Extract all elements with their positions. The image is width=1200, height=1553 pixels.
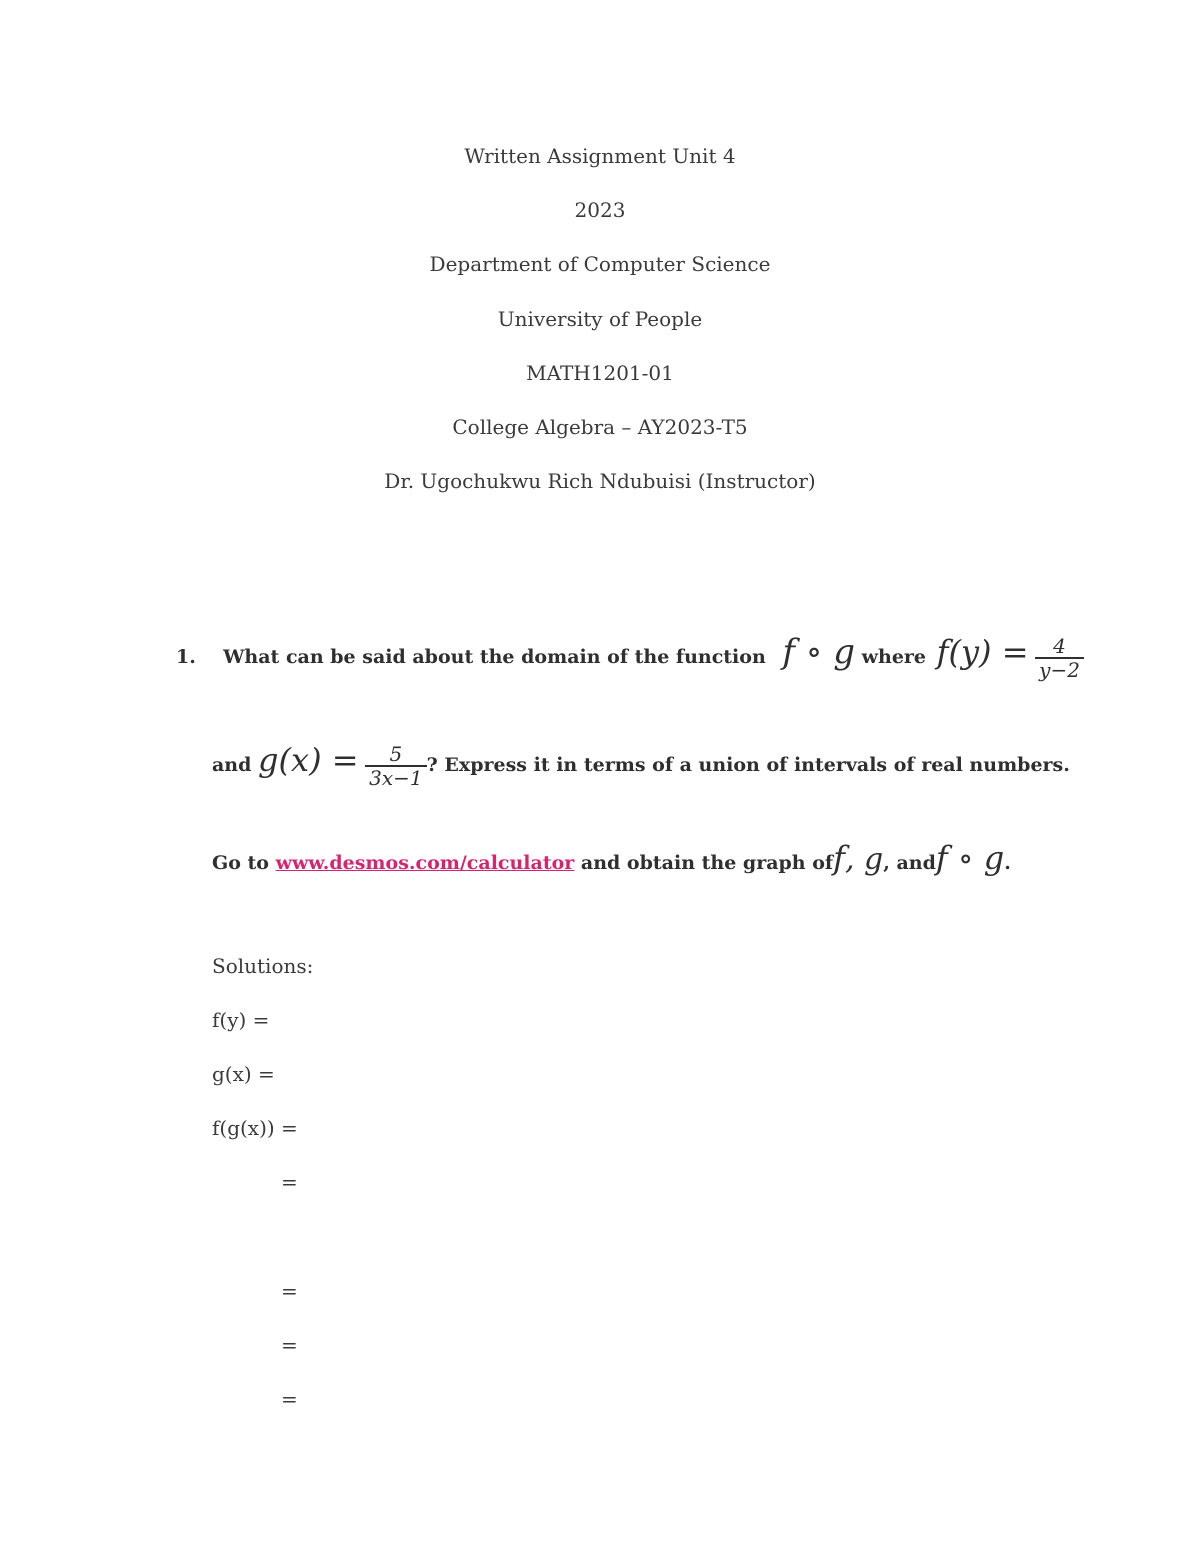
g-numerator: 5: [365, 743, 427, 767]
year: 2023: [574, 198, 626, 222]
graph-fog: f ∘ g: [935, 839, 1005, 877]
graph-f: f: [833, 839, 845, 877]
instructor: Dr. Ugochukwu Rich Ndubuisi (Instructor): [384, 469, 816, 493]
desmos-link[interactable]: www.desmos.com/calculator: [275, 852, 575, 874]
question-text: What can be said about the domain of the function: [223, 646, 766, 668]
graph-and-text: , and: [883, 852, 936, 874]
solution-equals-4: =: [281, 1387, 298, 1411]
question-line-1: [176, 622, 1084, 687]
course-code: MATH1201-01: [526, 361, 674, 385]
question-number: 1.: [176, 646, 196, 668]
course-name: College Algebra – AY2023-T5: [452, 415, 748, 439]
compose-expression: f ∘ g: [782, 632, 856, 672]
solution-equals-3: =: [281, 1333, 298, 1357]
f-fraction: [1035, 635, 1084, 681]
graph-text: and obtain the graph of: [580, 852, 834, 874]
f-denominator: y−2: [1039, 658, 1080, 682]
g-denominator: 3x−1: [369, 766, 423, 790]
university: University of People: [497, 307, 703, 331]
and-text: and: [212, 754, 252, 776]
graph-g: , g: [844, 842, 884, 877]
goto-text: Go to: [212, 852, 269, 874]
solution-fg-line: f(g(x)) =: [212, 1116, 298, 1140]
question-line-2: [212, 730, 1070, 795]
f-definition-lhs: f(y) =: [936, 633, 1029, 671]
g-definition-lhs: g(x) =: [258, 741, 359, 779]
where-text: where: [861, 646, 927, 668]
solutions-heading: Solutions:: [212, 954, 314, 978]
solution-f-line: f(y) =: [212, 1008, 270, 1032]
f-numerator: 4: [1035, 635, 1084, 659]
solution-equals-2: =: [281, 1279, 298, 1303]
question-line-3: [212, 830, 1011, 891]
solution-equals-1: =: [281, 1170, 298, 1194]
assignment-title: Written Assignment Unit 4: [464, 144, 736, 168]
g-fraction: [365, 743, 427, 789]
question-text-2: ? Express it in terms of a union of intervals of real numbers.: [426, 754, 1070, 776]
department: Department of Computer Science: [429, 252, 771, 276]
graph-period: .: [1004, 852, 1011, 874]
solution-g-line: g(x) =: [212, 1062, 275, 1086]
